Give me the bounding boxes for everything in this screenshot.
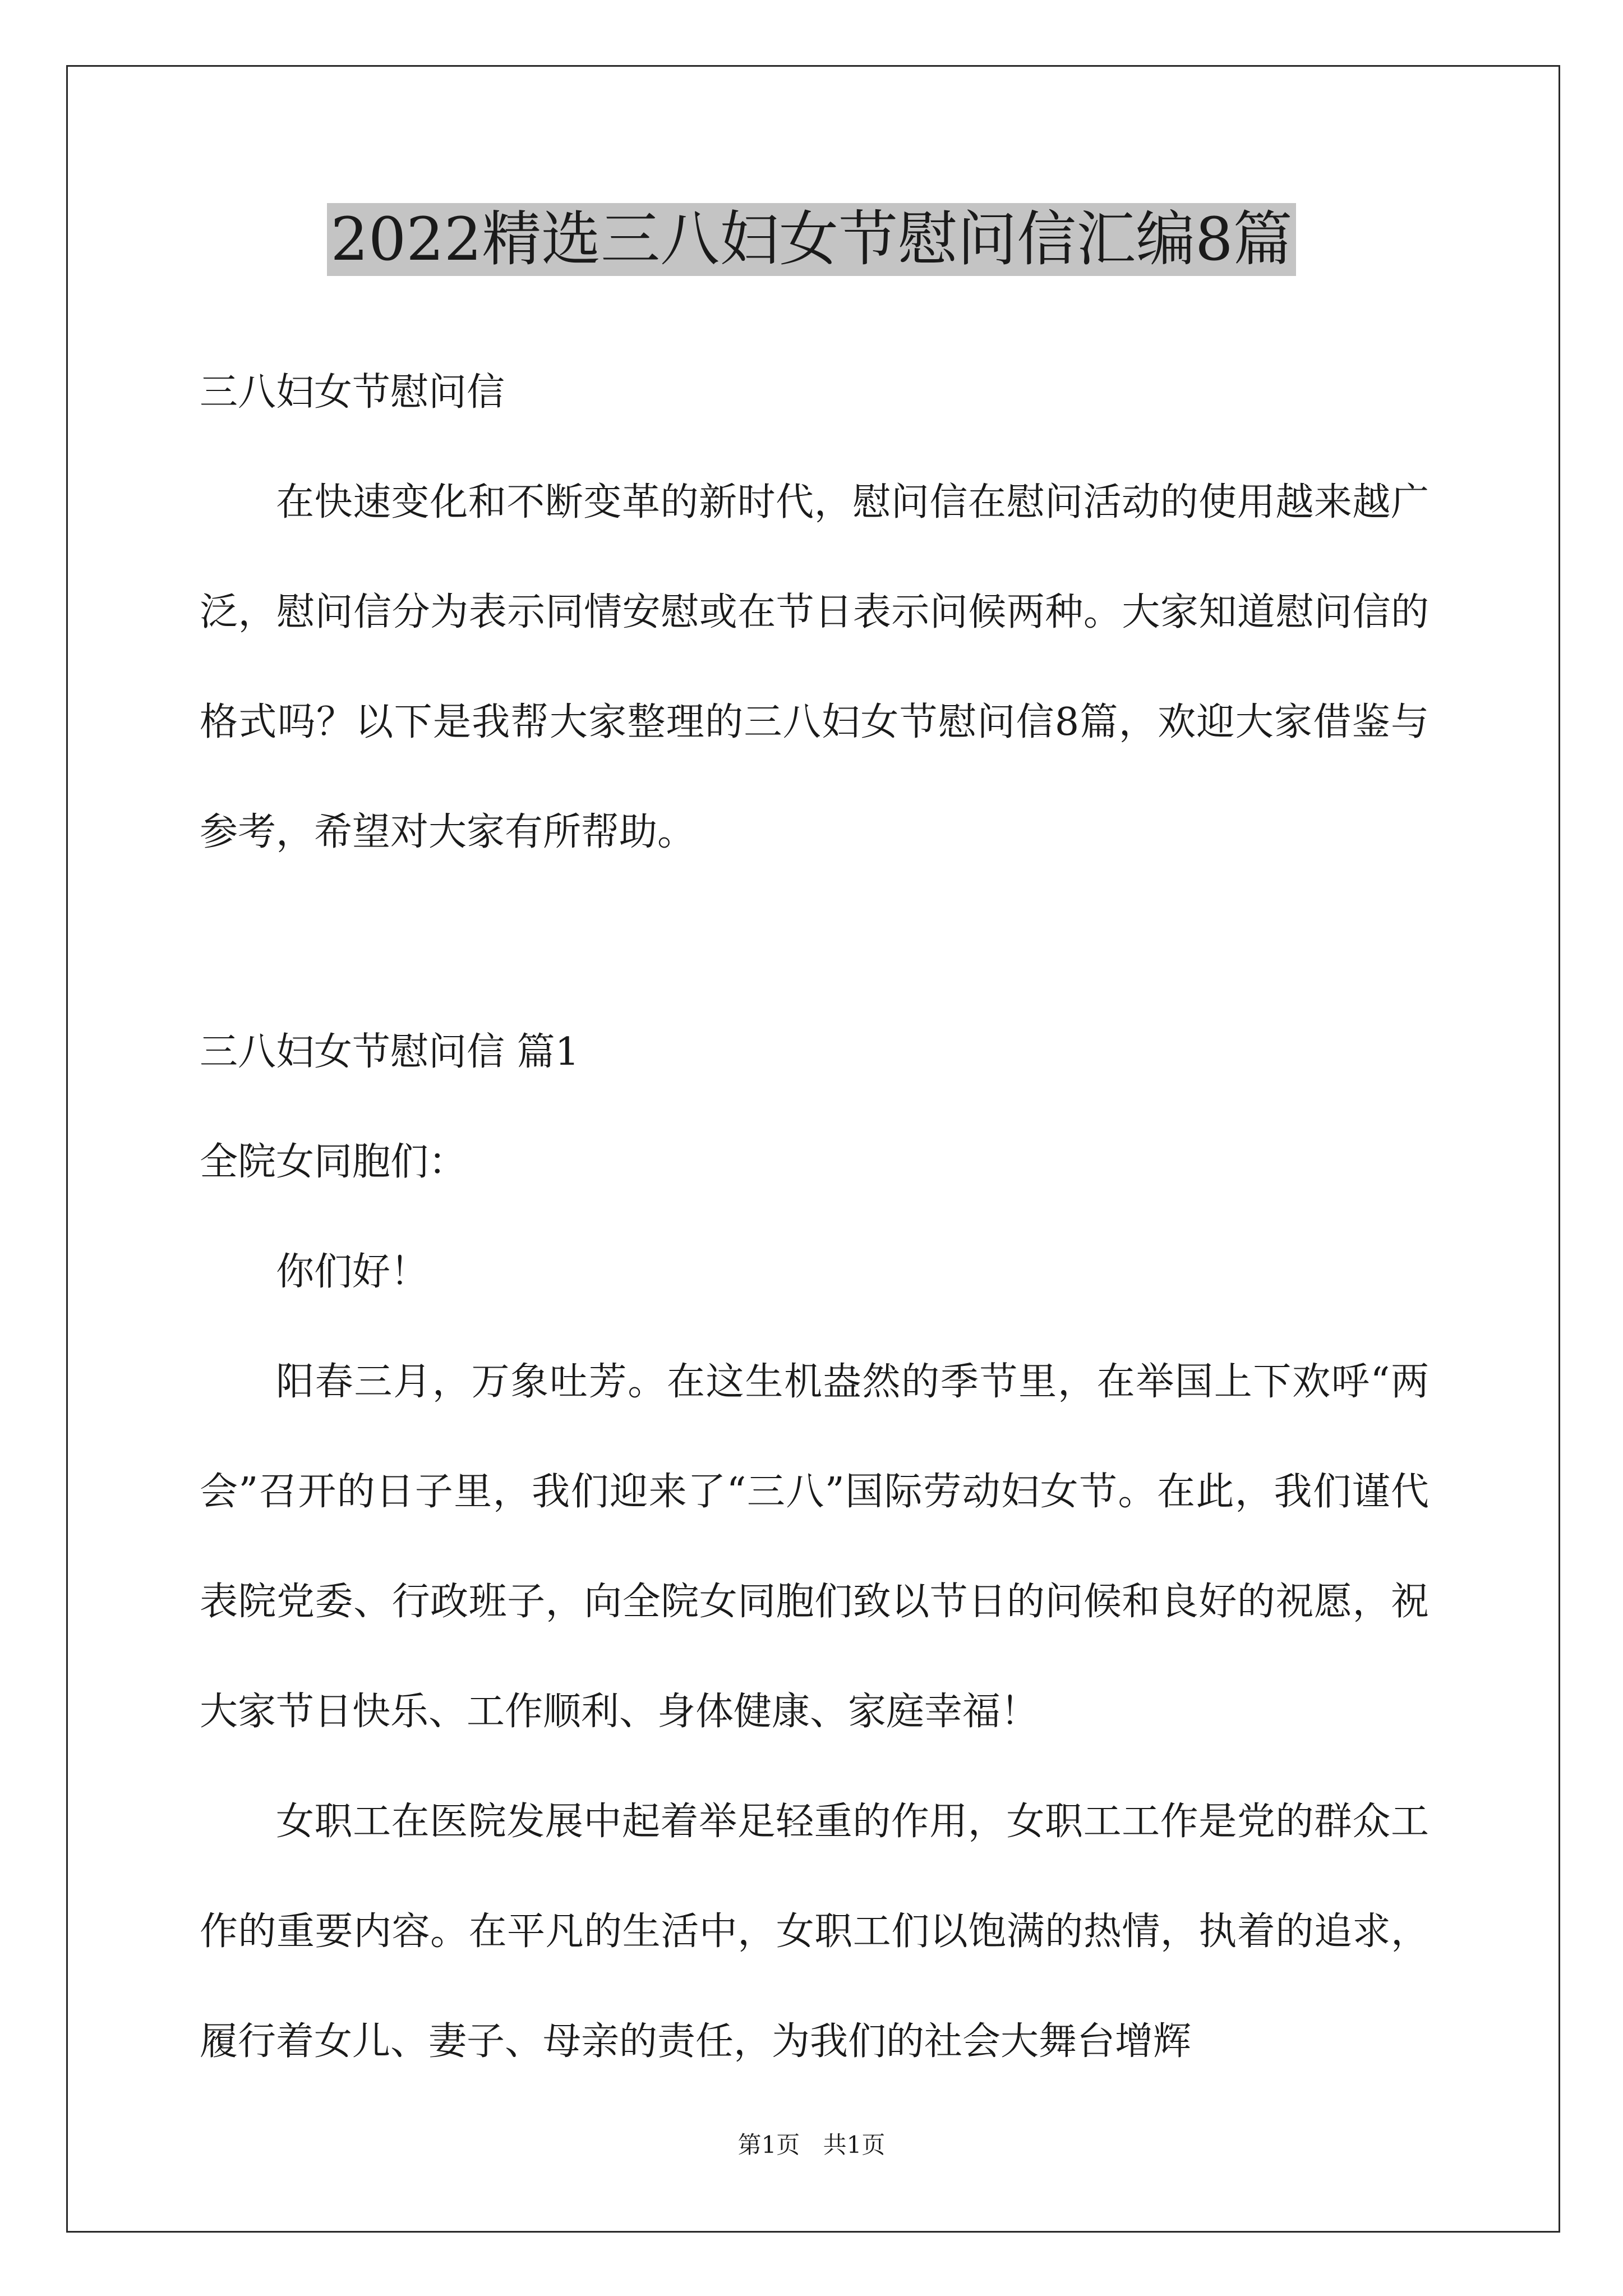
title-container: [0, 203, 1623, 276]
body-paragraph: 女职工在医院发展中起着举足轻重的作用，女职工工作是党的群众工作的重要内容。在平凡的生活中，女职工们以饱满的热情，执着的追求，履行着女儿、妻子、母亲的责任，为我们的社会大舞台增辉: [200, 1800, 1429, 2064]
section-gap: [200, 887, 1429, 997]
intro-paragraph: 在快速变化和不断变革的新时代，慰问信在慰问活动的使用越来越广泛，慰问信分为表示同情安慰或在节日表示问候两种。大家知道慰问信的格式吗？以下是我帮大家整理的三八妇女节慰问信8篇，欢迎大家借鉴与参考，希望对大家有所帮助。: [200, 480, 1429, 854]
body-paragraph: 阳春三月，万象吐芳。在这生机盎然的季节里，在举国上下欢呼“两会”召开的日子里，我们迎来了“三八”国际劳动妇女节。在此，我们谨代表院党委、行政班子，向全院女同胞们致以节日的问候和良好的祝愿，祝大家节日快乐、工作顺利、身体健康、家庭幸福！: [200, 1360, 1429, 1734]
page-number: 第1页: [737, 2131, 800, 2159]
salutation: 全院女同胞们：: [200, 1140, 467, 1184]
document-title: 2022精选三八妇女节慰问信汇编8篇: [327, 203, 1295, 276]
page-footer: [0, 2128, 1623, 2162]
greeting: 你们好！: [276, 1250, 429, 1294]
page-total: 共1页: [823, 2131, 886, 2159]
section-heading: 三八妇女节慰问信 篇1: [200, 1030, 579, 1074]
document-heading: 三八妇女节慰问信: [200, 370, 505, 415]
document-body: [200, 338, 1429, 2097]
